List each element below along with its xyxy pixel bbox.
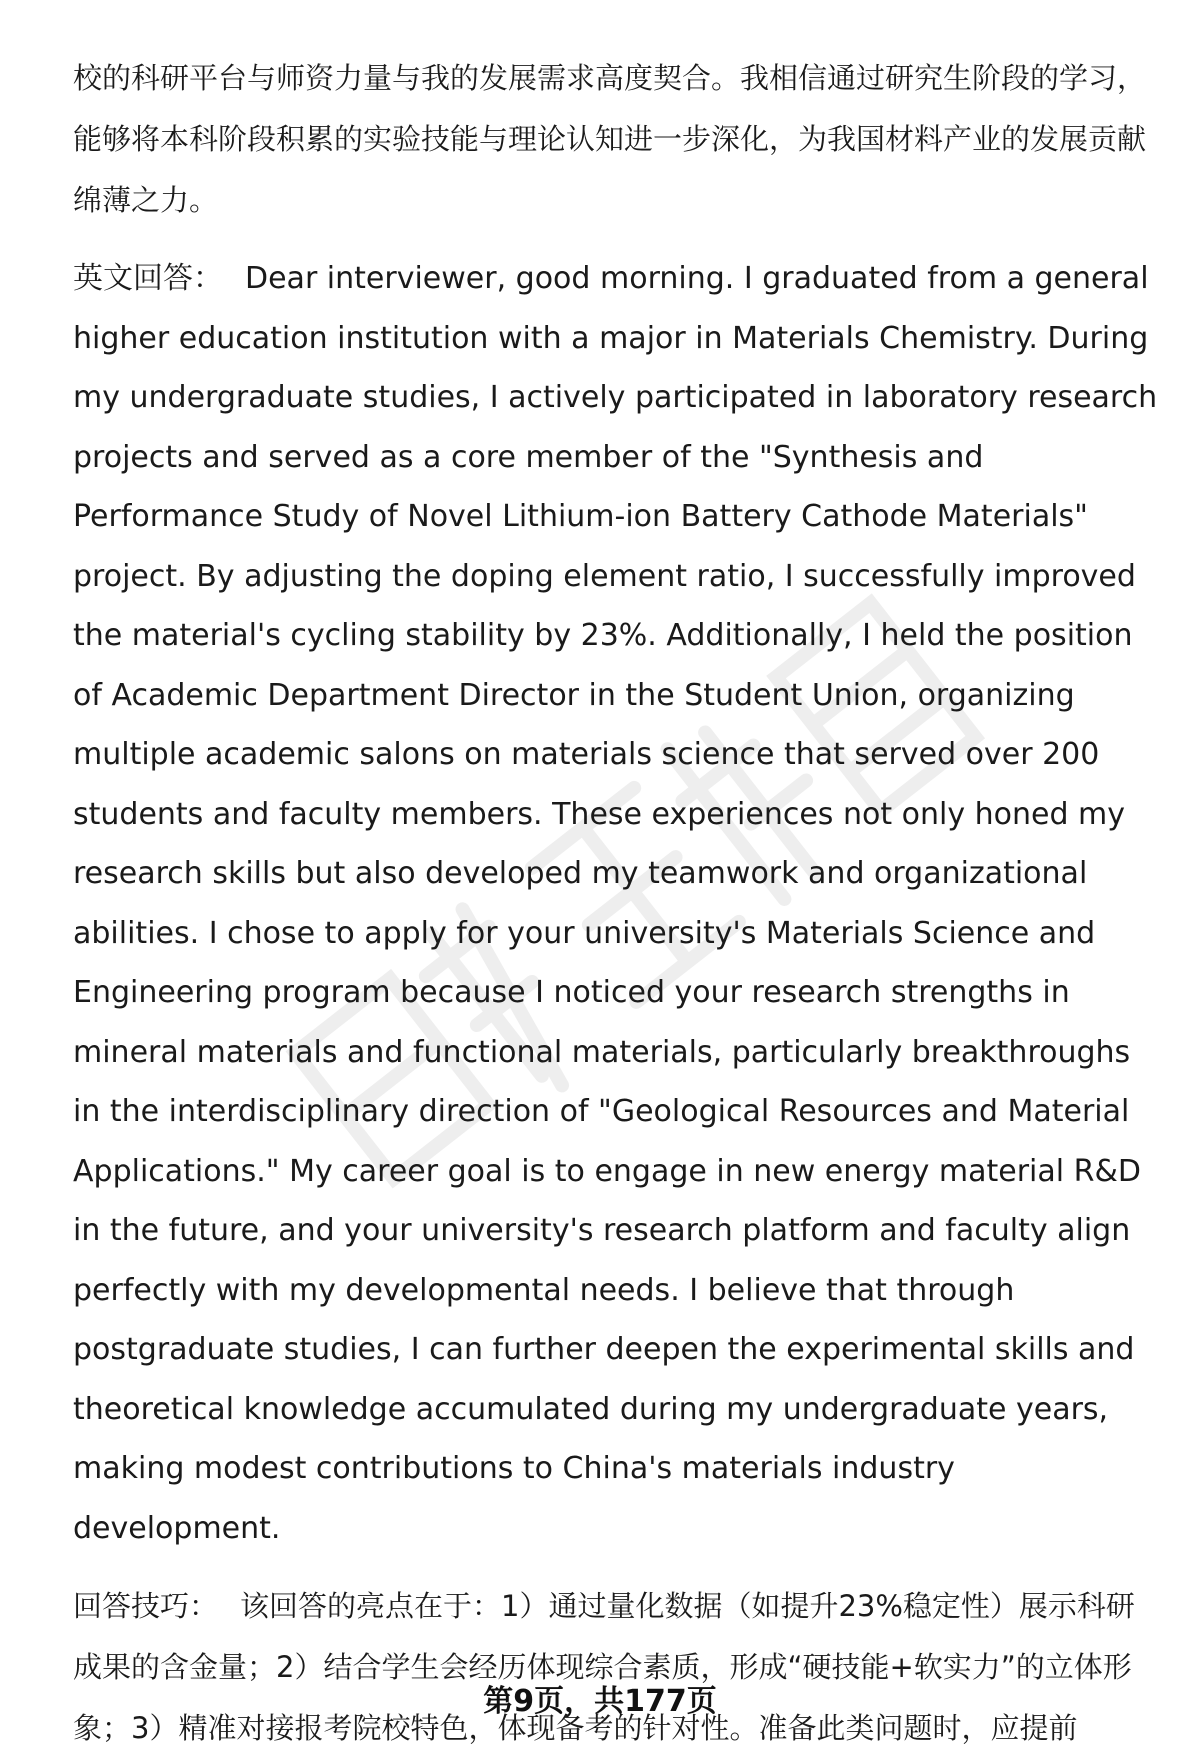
english-answer-label: 英文回答： bbox=[73, 261, 223, 296]
english-answer-paragraph bbox=[73, 249, 1163, 1558]
page-indicator: 第9页，共177页 bbox=[483, 1684, 717, 1719]
answer-tips-text: 该回答的亮点在于：1）通过量化数据（如提升23%稳定性）展示科研成果的含金量；2）结合学生会经历体现综合素质，形成“硬技能+软实力”的立体形象；3）精准对接报考院校特色，体现备考的针对性。准备此类问题时，应提前 bbox=[73, 1589, 1135, 1745]
intro-paragraph-tail: 校的科研平台与师资力量与我的发展需求高度契合。我相信通过研究生阶段的学习，能够将本科阶段积累的实验技能与理论认知进一步深化，为我国材料产业的发展贡献绵薄之力。 bbox=[73, 61, 1147, 217]
document-page bbox=[73, 48, 1163, 1759]
answer-tips-label: 回答技巧： bbox=[73, 1589, 219, 1623]
english-answer-text: Dear interviewer, good morning. I graduated from a general higher education institution with a major in Materials Chemistry. During my undergraduate studies, I actively participated in laboratory research projects and served as a core member of the "Synthesis and Performance Study of Novel Lithium-ion Battery Cathode Materials" project. By adjusting the doping element ratio, I successfully improved the material's cycling stability by 23%. Additionally, I held the position of Academic Department Director in the Student Union, organizing multiple academic salons on materials science that served over 200 students and faculty members. These experiences not only honed my research skills but also developed my teamwork and organizational abilities. I chose to apply for your university's Materials Science and Engineering program because I noticed your research strengths in mineral materials and functional materials, particularly breakthroughs in the interdisciplinary direction of "Geological Resources and Material Applications." My career goal is to engage in new energy material R&D in the future, and your university's research platform and faculty align perfectly with my developmental needs. I believe that through postgraduate studies, I can further deepen the experimental skills and theoretical knowledge accumulated during my undergraduate years, making modest contributions to China's materials industry development. bbox=[73, 261, 1158, 1546]
answer-tips-paragraph bbox=[73, 1576, 1163, 1759]
